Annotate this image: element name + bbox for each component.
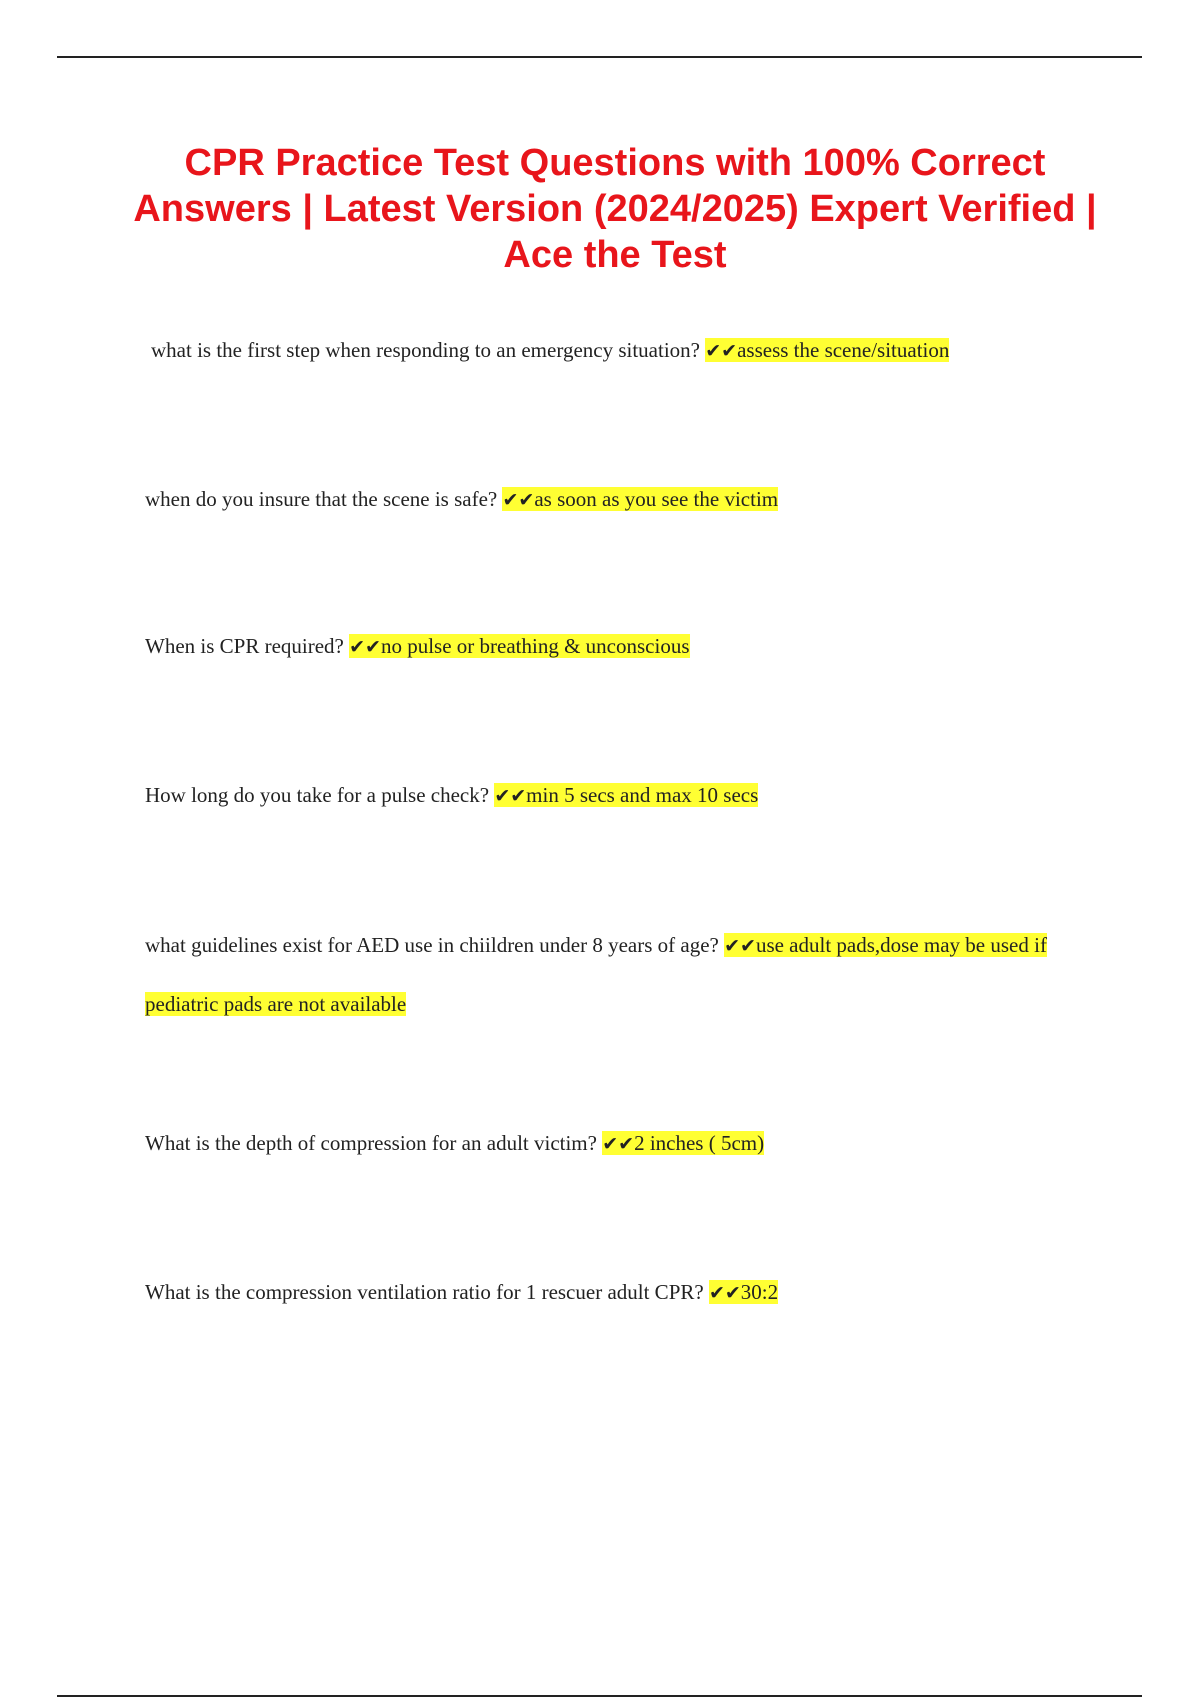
qa-item (145, 617, 1075, 676)
check-icon: ✔✔ (349, 636, 381, 658)
bottom-rule (57, 1695, 1142, 1697)
answer-text: min 5 secs and max 10 secs (526, 783, 759, 807)
question-text: When is CPR required? (145, 634, 344, 658)
question-text: What is the compression ventilation ratio for 1 rescuer adult CPR? (145, 1280, 704, 1304)
check-icon: ✔✔ (705, 340, 738, 362)
answer-highlight (709, 1280, 778, 1304)
top-rule (57, 56, 1142, 58)
check-icon: ✔✔ (502, 489, 535, 511)
qa-item (145, 916, 1075, 1033)
check-icon: ✔✔ (602, 1133, 635, 1155)
qa-item (145, 1263, 1075, 1322)
answer-text: use adult pads,dose may be used if pediatric pads are not available (145, 933, 1047, 1016)
qa-item (151, 321, 1081, 380)
check-icon: ✔✔ (724, 935, 756, 957)
question-text: what guidelines exist for AED use in chiildren under 8 years of age? (145, 933, 719, 957)
answer-highlight (502, 487, 778, 511)
answer-text: as soon as you see the victim (534, 487, 779, 511)
question-text: what is the first step when responding to an emergency situation? (151, 338, 700, 362)
qa-item (145, 470, 1075, 529)
check-icon: ✔✔ (708, 1282, 741, 1304)
answer-highlight (349, 634, 689, 658)
answer-highlight (705, 338, 949, 362)
answer-text: assess the scene/situation (737, 338, 950, 362)
qa-item (145, 766, 1075, 825)
answer-text: 2 inches ( 5cm) (634, 1131, 765, 1155)
question-text: when do you insure that the scene is safe? (145, 487, 498, 511)
answer-highlight (494, 783, 758, 807)
qa-item (145, 1114, 1075, 1173)
check-icon: ✔✔ (494, 785, 527, 807)
question-text: How long do you take for a pulse check? (145, 783, 490, 807)
answer-highlight (602, 1131, 764, 1155)
answer-text: 30:2 (740, 1280, 779, 1304)
question-text: What is the depth of compression for an adult victim? (145, 1131, 597, 1155)
answer-text: no pulse or breathing & unconscious (380, 634, 690, 658)
document-title: CPR Practice Test Questions with 100% Correct Answers | Latest Version (2024/2025) Expert Verified | Ace the Test (133, 142, 1097, 276)
